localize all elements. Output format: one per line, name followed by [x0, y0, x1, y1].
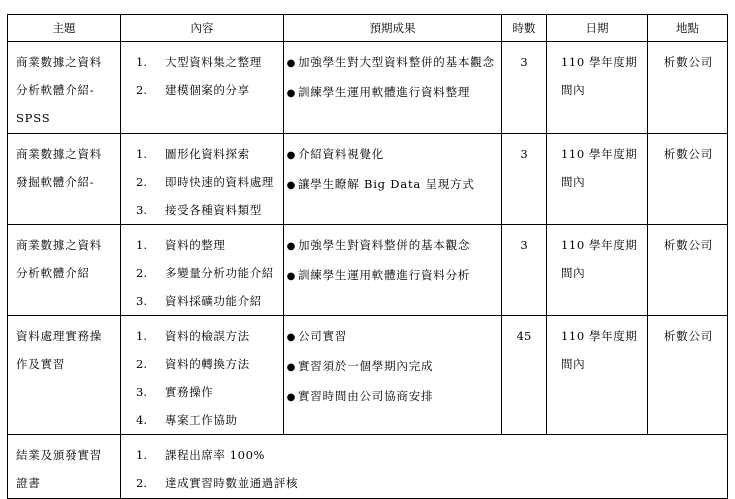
row-place: 析數公司 [648, 225, 728, 316]
list-item: 2. 資料的轉換方法 [136, 357, 250, 371]
list-item: ● 實習須於一個學期內完成 [284, 352, 501, 382]
list-item: ● 實習時間由公司協商安排 [284, 382, 501, 412]
list-item: 1. 資料的整理 [136, 238, 226, 252]
bullet-icon: ● [286, 362, 296, 373]
list-item: 3. 資料採礦功能介紹 [136, 294, 262, 308]
course-table [7, 14, 728, 499]
row-hours: 3 [502, 42, 547, 134]
row-topic: 資料處理實務操作及實習 [8, 316, 121, 435]
list-item: ● 加強學生對資料整併的基本觀念 [284, 231, 501, 261]
row-date: 110 學年度期間內 [547, 225, 648, 316]
bullet-icon: ● [286, 332, 296, 343]
header-date: 日期 [547, 15, 648, 42]
footer-row [8, 435, 728, 499]
row-outcomes [284, 134, 502, 225]
row-date: 110 學年度期間內 [547, 134, 648, 225]
row-content [121, 316, 284, 435]
list-item: 1. 資料的檢誤方法 [136, 329, 250, 343]
row-topic: 商業數據之資料發掘軟體介紹- [8, 134, 121, 225]
bullet-icon: ● [286, 271, 296, 282]
row-topic: 商業數據之資料分析軟體介紹 [8, 225, 121, 316]
list-item: 2. 達成實習時數並通過評核 [136, 476, 299, 490]
header-topic: 主題 [8, 15, 121, 42]
row-date: 110 學年度期間內 [547, 316, 648, 435]
list-item: ● 讓學生瞭解 Big Data 呈現方式 [284, 170, 501, 200]
footer-content [121, 435, 728, 499]
row-content [121, 134, 284, 225]
list-item: 1. 大型資料集之整理 [136, 55, 262, 69]
header-content: 內容 [121, 15, 284, 42]
table-row [8, 134, 728, 225]
row-topic: 商業數據之資料分析軟體介紹-SPSS [8, 42, 121, 134]
bullet-icon: ● [286, 180, 296, 191]
list-item: ● 介紹資料視覺化 [284, 140, 501, 170]
row-content [121, 225, 284, 316]
list-item: ● 公司實習 [284, 322, 501, 352]
bullet-icon: ● [286, 241, 296, 252]
row-outcomes [284, 316, 502, 435]
header-row [8, 15, 728, 42]
bullet-icon: ● [286, 88, 296, 99]
list-item: 3. 接受各種資料類型 [136, 203, 262, 217]
table-row [8, 225, 728, 316]
list-item: 1. 課程出席率 100% [136, 448, 266, 462]
row-hours: 3 [502, 225, 547, 316]
table-row [8, 316, 728, 435]
row-content [121, 42, 284, 134]
row-place: 析數公司 [648, 316, 728, 435]
list-item: 4. 專案工作協助 [136, 413, 238, 427]
list-item: ● 訓練學生運用軟體進行資料分析 [284, 261, 501, 291]
header-place: 地點 [648, 15, 728, 42]
list-item: ● 訓練學生運用軟體進行資料整理 [284, 78, 501, 108]
row-outcomes [284, 225, 502, 316]
row-hours: 45 [502, 316, 547, 435]
list-item: 2. 建模個案的分享 [136, 83, 250, 97]
list-item: ● 加強學生對大型資料整併的基本觀念 [284, 48, 501, 78]
row-outcomes [284, 42, 502, 134]
row-date: 110 學年度期間內 [547, 42, 648, 134]
row-place: 析數公司 [648, 134, 728, 225]
row-hours: 3 [502, 134, 547, 225]
table-row [8, 42, 728, 134]
bullet-icon: ● [286, 58, 296, 69]
header-outcome: 預期成果 [284, 15, 502, 42]
list-item: 1. 圖形化資料探索 [136, 147, 250, 161]
footer-topic: 結業及頒發實習證書 [8, 435, 121, 499]
list-item: 3. 實務操作 [136, 385, 214, 399]
header-hours: 時數 [502, 15, 547, 42]
list-item: 2. 即時快速的資料處理 [136, 175, 274, 189]
bullet-icon: ● [286, 392, 296, 403]
bullet-icon: ● [286, 150, 296, 161]
list-item: 2. 多變量分析功能介紹 [136, 266, 274, 280]
row-place: 析數公司 [648, 42, 728, 134]
